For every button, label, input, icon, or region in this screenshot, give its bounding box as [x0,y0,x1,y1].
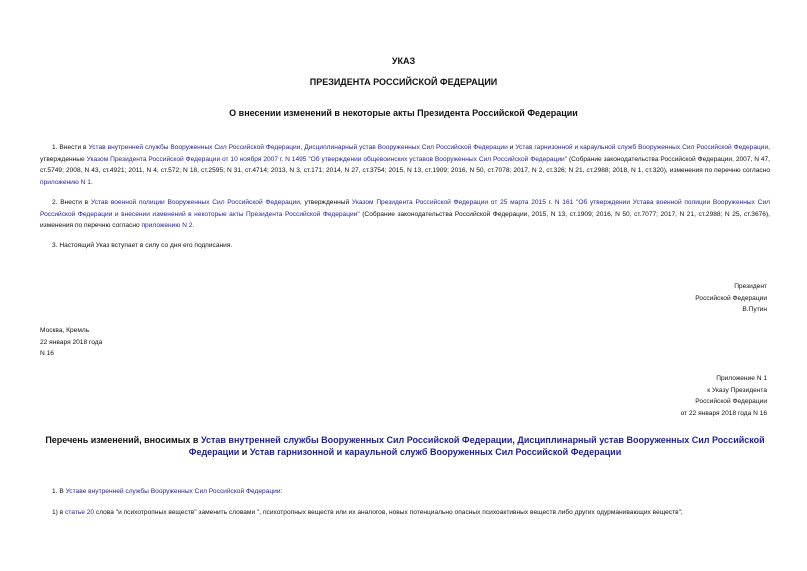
decree-title: УКАЗ [391,56,416,66]
item-1-link[interactable]: Уставе внутренней службы Вооруженных Сил Российской Федерации [65,488,281,495]
list-title-link-3[interactable]: Устав гарнизонной и караульной служб Вооруженных Сил Российской Федерации [249,447,622,457]
link-decree-161[interactable]: Указом Президента Российской Федерации от 25 марта 2015 г. N 161 "Об утверждении Устава военной полиции Вооруженных Сил Российской Федерации и внесении изменений в некоторые акты Президента Российской Федерации" [40,199,770,218]
place-date-block [40,325,102,360]
paragraph-1 [40,142,770,188]
appendix-line-4: от 22 января 2018 года N 16 [680,409,767,417]
decree-heading: О внесении изменений в некоторые акты Президента Российской Федерации [229,108,578,118]
appendix-line-2: к Указу Президента [707,386,767,394]
signature-block [695,281,767,316]
p1-text-2: , [300,144,305,151]
p2-text-2: , утвержденный [299,199,352,206]
list-title-link-1[interactable]: Устав внутренней службы Вооруженных Сил Российской Федерации [200,435,513,445]
item-1 [40,486,770,498]
link-appendix-2[interactable]: приложению N 2 [141,222,193,229]
paragraph-2 [40,197,770,232]
list-title-text-2: , [512,435,518,445]
signature-name: В.Путин [742,306,767,313]
appendix-block [681,373,767,419]
item-1-text-1: 1. В [52,488,66,495]
place-city: Москва, Кремль [40,327,90,334]
p2-text-1: 2. Внести в [52,199,91,206]
p1-text-3: и [507,144,516,151]
link-decree-1495[interactable]: Указом Президента Российской Федерации от 10 ноября 2007 г. N 1495 "Об утверждении общевоинских уставов Вооруженных Сил Российской Федерации" [86,155,568,163]
list-title-text-1: Перечень изменений, вносимых в [45,435,201,445]
signature-role: Президент [734,283,767,290]
item-1-1-text-1: 1) в [52,509,66,516]
p1-text-1: 1. Внести в [52,144,89,151]
list-title-link-2[interactable]: Дисциплинарный устав Вооруженных Сил Российской Федерации [188,435,765,457]
item-1-1-link[interactable]: статье 20 [65,509,95,516]
p2-text-4: . [192,222,195,229]
list-title-text-3: и [239,447,250,457]
link-disciplinary-charter[interactable]: Дисциплинарный устав Вооруженных Сил Российской Федерации [304,144,508,151]
appendix-line-1: Приложение N 1 [716,375,767,382]
p1-text-4: , утвержденные [40,144,770,163]
appendix-line-3: Российской Федерации [695,398,767,405]
item-1-1-text-2: слова "и психотропных веществ" заменить словами ", психотропных веществ или их аналогов, новых потенциально опасных психоактивных веществ либо других одурманивающих веществ"; [94,509,683,516]
link-internal-service-charter[interactable]: Устав внутренней службы Вооруженных Сил Российской Федерации [88,144,301,151]
item-1-text-2: : [280,488,283,495]
p1-text-5: (Собрание законодательства Российской Федерации, 2007, N 47, ст.5749; 2008, N 43, ст.4921; 2011, N 4, ст.572; N 18, ст.2595; N 31, ст.4714; 2013, N 3, ст.171; 2014, N 27, ст.3754; 2015, N 13, ст.1909; 2016, N 50, ст.7078; 2017, N 2, ст.326; N 21, ст.2988; 2018, N 1, ст.320), изменения по перечню согласно [40,155,770,174]
signature-country: Российской Федерации [695,294,767,302]
p1-text-6: . [90,178,93,186]
link-garrison-charter[interactable]: Устав гарнизонной и караульной служб Вооруженных Сил Российской Федерации [515,144,769,151]
item-1-1 [40,507,770,519]
place-number: N 16 [40,350,54,357]
place-date: 22 января 2018 года [40,338,103,346]
link-appendix-1[interactable]: приложению N 1 [40,178,91,186]
list-title [40,434,770,458]
decree-subtitle: ПРЕЗИДЕНТА РОССИЙСКОЙ ФЕДЕРАЦИИ [309,77,498,87]
p2-text-3: (Собрание законодательства Российской Федерации, 2015, N 13, ст.1909; 2016, N 50, ст.7077; 2017, N 21, ст.2988; N 25, ст.3676), изменения по перечню согласно [40,210,770,229]
paragraph-3: 3. Настоящий Указ вступает в силу со дня его подписания. [52,242,233,249]
link-military-police-charter[interactable]: Устав военной полиции Вооруженных Сил Российской Федерации [90,199,300,206]
